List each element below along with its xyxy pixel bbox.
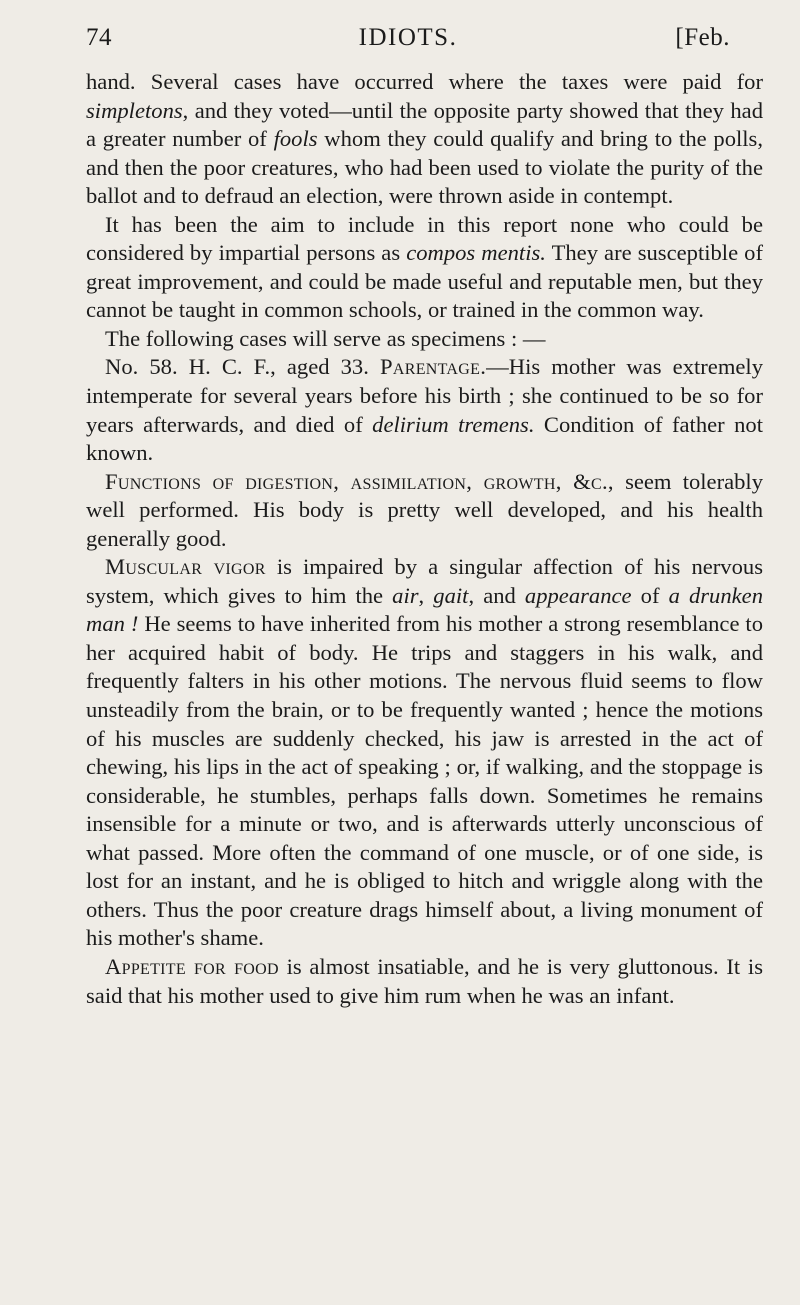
text-run: No. 58. H. C. F., aged 33. <box>105 354 381 380</box>
running-title: IDIOTS. <box>358 24 458 51</box>
text-run: It has been the aim to include in this report none who could be considered by impartial persons as <box>86 211 763 266</box>
text-run: seem tolerably well performed. His body is pretty well developed, and his health generally good. <box>86 468 763 551</box>
italic-term: fools <box>273 126 318 152</box>
section-heading: Appetite for food <box>105 953 279 979</box>
text-run: He seems to have inherited from his mother a strong resemblance to her acquired habit of body. He trips and staggers in his walk, and frequently falters in his other motions. The nervous fluid seems to flow unsteadily from the brain, or to be frequently wanted ; hence the motions of his muscles are suddenly checked, his jaw is arrested in the act of chewing, his lips in the act of speaking ; or, if walking, and the stoppage is considerable, he stumbles, perhaps falls down. Sometimes he remains insensible for a minute or two, and is afterwards utterly unconscious of what passed. More often the command of one muscle, or of one side, is lost for an instant, and he is obliged to hitch and wriggle along with the others. Thus the poor creature drags himself about, a living monument of his mother's shame. <box>86 611 763 951</box>
paragraph-functions <box>86 468 763 554</box>
italic-term: simpletons <box>86 97 183 123</box>
paragraph-case-58 <box>86 353 763 467</box>
paragraph-specimens <box>86 325 763 354</box>
text-run: hand. Several cases have occurred where the taxes were paid for <box>86 69 763 94</box>
italic-term: gait <box>433 582 469 608</box>
text-run: They are susceptible of great improvement, and could be made useful and reputable men, but they cannot be taught in common schools, or trained in the common way. <box>86 240 763 323</box>
paragraph-appetite <box>86 953 763 1010</box>
text-run: The following cases will serve as specimens : — <box>105 325 546 351</box>
running-month: [Feb. <box>675 24 730 51</box>
section-heading: Muscular vigor <box>105 554 266 580</box>
running-head <box>86 18 760 68</box>
section-heading: Functions of digestion, assimilation, growth, &c., <box>105 468 614 494</box>
italic-term: compos mentis. <box>406 240 546 266</box>
italic-term: delirium tremens. <box>372 411 535 437</box>
text-run: , and <box>468 582 525 608</box>
paragraph-muscular-vigor <box>86 553 763 953</box>
italic-term: a drunken man ! <box>86 582 763 637</box>
text-run: —His mother was extremely intemperate for several years before his birth ; she continued to be so for years afterwards, and died of <box>86 354 763 437</box>
page-body <box>86 68 763 1010</box>
section-heading: Parentage. <box>380 354 487 380</box>
paragraph-continued <box>86 68 763 211</box>
text-run: of <box>631 582 669 608</box>
italic-term: air <box>392 582 419 608</box>
text-run: whom they could qualify and bring to the polls, and then the poor creatures, who had been used to violate the purity of the ballot and to defraud an election, were thrown aside in contempt. <box>86 126 763 209</box>
text-run: Condition of father not known. <box>86 411 763 466</box>
text-run: , and they voted—until the opposite party showed that they had a greater number of <box>86 97 763 152</box>
text-run: , <box>418 582 434 608</box>
italic-term: appearance <box>524 582 632 608</box>
text-run: is almost insatiable, and he is very gluttonous. It is said that his mother used to give him rum when he was an infant. <box>86 953 763 1008</box>
page-number: 74 <box>86 24 112 51</box>
text-run: is impaired by a singular affection of his nervous system, which gives to him the <box>86 554 763 608</box>
paragraph-compos-mentis <box>86 211 763 325</box>
